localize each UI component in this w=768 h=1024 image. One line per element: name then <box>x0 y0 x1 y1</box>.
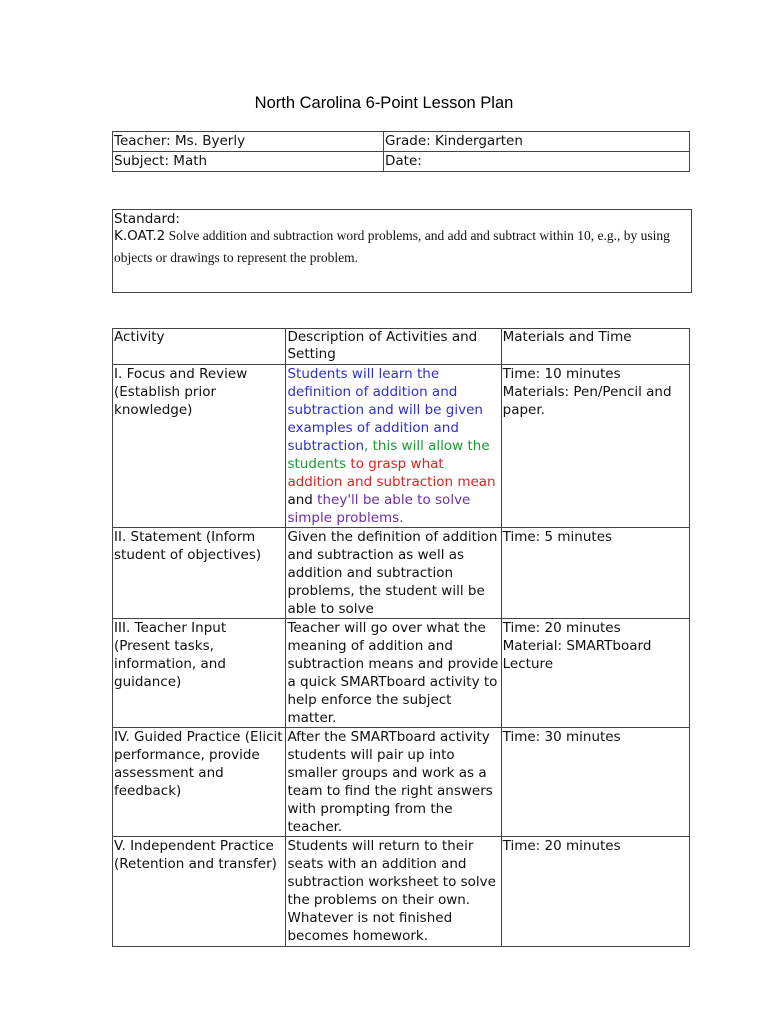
materials-line: Materials: Pen/Pencil and paper. <box>502 384 672 418</box>
description-segment: and <box>287 492 318 508</box>
standard-code: K.OAT.2 <box>114 228 166 244</box>
table-row <box>113 365 690 528</box>
description-segment: , this will allow the students <box>287 438 490 472</box>
date-cell: Date: <box>384 152 690 172</box>
materials-cell <box>501 837 689 947</box>
info-row <box>113 132 690 152</box>
table-row <box>113 528 690 619</box>
materials-line: Time: 20 minutes <box>502 838 621 854</box>
activity-cell: I. Focus and Review (Establish prior knowledge) <box>113 365 286 528</box>
teacher-cell: Teacher: Ms. Byerly <box>113 132 384 152</box>
table-row <box>113 728 690 837</box>
materials-cell <box>501 528 689 619</box>
info-row <box>113 152 690 172</box>
header-activity: Activity <box>113 329 286 365</box>
description-cell: Students will return to their seats with an addition and subtraction worksheet to solve the problems on their own. Whatever is not finished becomes homework. <box>286 837 501 947</box>
description-cell <box>286 365 501 528</box>
grade-cell: Grade: Kindergarten <box>384 132 690 152</box>
activity-cell: V. Independent Practice (Retention and transfer) <box>113 837 286 947</box>
description-cell: After the SMARTboard activity students will pair up into smaller groups and work as a team to find the right answers with prompting from the teacher. <box>286 728 501 837</box>
page-title: North Carolina 6-Point Lesson Plan <box>254 94 514 112</box>
activity-cell: IV. Guided Practice (Elicit performance, provide assessment and feedback) <box>113 728 286 837</box>
description-segment: they'll be able to solve simple problems. <box>287 492 471 526</box>
standard-description: Solve addition and subtraction word problems, and add and subtract within 10, e.g., by using objects or drawings to represent the problem. <box>114 228 670 265</box>
materials-cell <box>501 365 689 528</box>
standard-text <box>114 225 690 268</box>
activities-table <box>112 328 690 947</box>
header-description: Description of Activities and Setting <box>286 329 501 365</box>
description-cell: Teacher will go over what the meaning of addition and subtraction means and provide a quick SMARTboard activity to help enforce the subject matter. <box>286 619 501 728</box>
materials-cell <box>501 728 689 837</box>
activity-cell: III. Teacher Input (Present tasks, information, and guidance) <box>113 619 286 728</box>
table-row <box>113 619 690 728</box>
info-table <box>112 131 690 172</box>
header-row <box>113 329 690 365</box>
description-segment: to grasp what addition and subtraction mean <box>287 456 496 490</box>
materials-line: Time: 5 minutes <box>502 529 613 545</box>
description-cell: Given the definition of addition and subtraction as well as addition and subtraction problems, the student will be able to solve <box>286 528 501 619</box>
standard-label: Standard: <box>114 211 180 227</box>
materials-line: Time: 30 minutes <box>502 729 621 745</box>
materials-line: Time: 10 minutes <box>502 366 621 382</box>
materials-line: Time: 20 minutes <box>502 620 621 636</box>
materials-line: Material: SMARTboard Lecture <box>502 638 652 672</box>
standard-box <box>112 209 692 293</box>
activity-cell: II. Statement (Inform student of objectives) <box>113 528 286 619</box>
description-segment: Students will learn the definition of addition and subtraction and will be given examples of addition and subtraction <box>287 366 483 454</box>
header-materials: Materials and Time <box>501 329 689 365</box>
subject-cell: Subject: Math <box>113 152 384 172</box>
table-row <box>113 837 690 947</box>
materials-cell <box>501 619 689 728</box>
